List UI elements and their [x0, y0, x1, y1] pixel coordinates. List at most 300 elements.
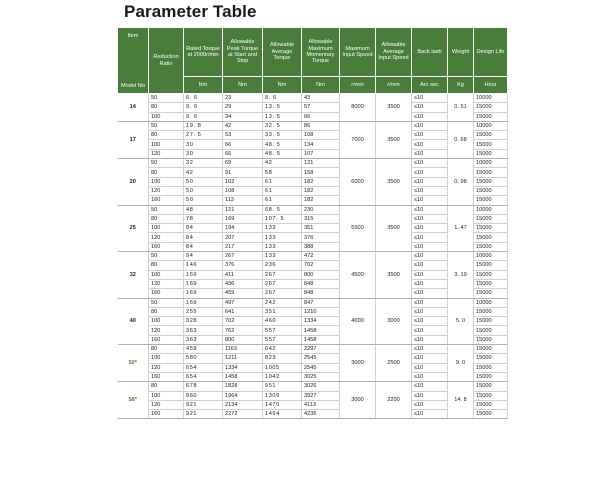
average-torque-cell: 557	[263, 326, 302, 335]
peak-torque-cell: 194	[223, 224, 263, 233]
rated-torque-cell: 50	[184, 177, 223, 186]
ratio-cell: 50	[149, 252, 184, 261]
backlash-cell: ≤10	[412, 112, 448, 121]
backlash-cell: ≤10	[412, 279, 448, 288]
design-life-cell: 15000	[474, 363, 508, 372]
backlash-cell: ≤10	[412, 400, 448, 409]
average-torque-cell: 61	[263, 177, 302, 186]
backlash-cell: ≤10	[412, 298, 448, 307]
design-life-cell: 15000	[474, 149, 508, 158]
backlash-cell: ≤10	[412, 233, 448, 242]
backlash-cell: ≤10	[412, 335, 448, 344]
design-life-cell: 15000	[474, 279, 508, 288]
avg-input-speed-cell: 3500	[376, 205, 412, 251]
average-torque-cell: 1470	[263, 400, 302, 409]
rated-torque-cell: 169	[184, 270, 223, 279]
weight-cell: 5. 0	[448, 298, 474, 344]
momentary-torque-cell: 847	[302, 298, 340, 307]
momentary-torque-cell: 182	[302, 196, 340, 205]
header-average-torque: Allowable Average Torque	[263, 28, 302, 77]
backlash-cell: ≤10	[412, 103, 448, 112]
backlash-cell: ≤10	[412, 410, 448, 419]
momentary-torque-cell: 800	[302, 270, 340, 279]
momentary-torque-cell: 86	[302, 121, 340, 130]
ratio-cell: 120	[149, 149, 184, 158]
average-torque-cell: 13. 5	[263, 112, 302, 121]
peak-torque-cell: 23	[223, 94, 263, 103]
rated-torque-cell: 50	[184, 186, 223, 195]
average-torque-cell: 133	[263, 252, 302, 261]
rated-torque-cell: 78	[184, 214, 223, 223]
header-peak-torque: Allowable Peak Torque at Start and Stop	[223, 28, 263, 77]
header-backlash: Back lash	[412, 28, 448, 77]
peak-torque-cell: 376	[223, 261, 263, 270]
model-cell: 17	[118, 121, 149, 158]
momentary-torque-cell: 108	[302, 131, 340, 140]
ratio-cell: 160	[149, 372, 184, 381]
design-life-cell: 15000	[474, 382, 508, 391]
ratio-cell: 80	[149, 382, 184, 391]
rated-torque-cell: 27. 5	[184, 131, 223, 140]
header-item: Item	[127, 33, 139, 39]
average-torque-cell: 1042	[263, 372, 302, 381]
ratio-cell: 80	[149, 214, 184, 223]
backlash-cell: ≤10	[412, 177, 448, 186]
backlash-cell: ≤10	[412, 261, 448, 270]
momentary-torque-cell: 1458	[302, 335, 340, 344]
momentary-torque-cell: 702	[302, 261, 340, 270]
backlash-cell: ≤10	[412, 186, 448, 195]
peak-torque-cell: 436	[223, 279, 263, 288]
average-torque-cell: 133	[263, 233, 302, 242]
backlash-cell: ≤10	[412, 131, 448, 140]
backlash-cell: ≤10	[412, 214, 448, 223]
rated-torque-cell: 860	[184, 391, 223, 400]
backlash-cell: ≤10	[412, 205, 448, 214]
average-torque-cell: 267	[263, 279, 302, 288]
backlash-cell: ≤10	[412, 382, 448, 391]
design-life-cell: 15000	[474, 400, 508, 409]
ratio-cell: 100	[149, 354, 184, 363]
momentary-torque-cell: 1210	[302, 307, 340, 316]
peak-torque-cell: 1828	[223, 382, 263, 391]
peak-torque-cell: 1211	[223, 354, 263, 363]
peak-torque-cell: 267	[223, 252, 263, 261]
peak-torque-cell: 459	[223, 289, 263, 298]
peak-torque-cell: 1458	[223, 372, 263, 381]
rated-torque-cell: 921	[184, 400, 223, 409]
peak-torque-cell: 108	[223, 186, 263, 195]
ratio-cell: 80	[149, 261, 184, 270]
rated-torque-cell: 580	[184, 354, 223, 363]
rated-torque-cell: 42	[184, 168, 223, 177]
ratio-cell: 160	[149, 289, 184, 298]
avg-input-speed-cell: 3000	[376, 298, 412, 344]
rated-torque-cell: 169	[184, 298, 223, 307]
ratio-cell: 80	[149, 307, 184, 316]
design-life-cell: 10000	[474, 298, 508, 307]
ratio-cell: 120	[149, 279, 184, 288]
backlash-cell: ≤10	[412, 289, 448, 298]
ratio-cell: 160	[149, 410, 184, 419]
ratio-cell: 100	[149, 224, 184, 233]
backlash-cell: ≤10	[412, 345, 448, 354]
average-torque-cell: 236	[263, 261, 302, 270]
average-torque-cell: 42	[263, 159, 302, 168]
momentary-torque-cell: 2545	[302, 354, 340, 363]
peak-torque-cell: 29	[223, 103, 263, 112]
rated-torque-cell: 654	[184, 372, 223, 381]
weight-cell: 0. 51	[448, 94, 474, 122]
max-input-speed-cell: 5500	[340, 205, 376, 251]
design-life-cell: 15000	[474, 410, 508, 419]
ratio-cell: 50	[149, 159, 184, 168]
design-life-cell: 10000	[474, 94, 508, 103]
peak-torque-cell: 42	[223, 121, 263, 130]
momentary-torque-cell: 182	[302, 186, 340, 195]
peak-torque-cell: 2272	[223, 410, 263, 419]
ratio-cell: 160	[149, 242, 184, 251]
weight-cell: 9. 0	[448, 345, 474, 382]
peak-torque-cell: 800	[223, 335, 263, 344]
momentary-torque-cell: 4236	[302, 410, 340, 419]
momentary-torque-cell: 57	[302, 103, 340, 112]
peak-torque-cell: 702	[223, 317, 263, 326]
ratio-cell: 120	[149, 233, 184, 242]
average-torque-cell: 642	[263, 345, 302, 354]
model-cell: 32	[118, 252, 149, 298]
peak-torque-cell: 102	[223, 177, 263, 186]
average-torque-cell: 61	[263, 196, 302, 205]
rated-torque-cell: 328	[184, 317, 223, 326]
momentary-torque-cell: 3025	[302, 372, 340, 381]
average-torque-cell: 1309	[263, 391, 302, 400]
header-momentary-torque: Allowable Maximum Momentary Torque	[302, 28, 340, 77]
header-design-life: Design Life	[474, 28, 508, 77]
design-life-cell: 15000	[474, 196, 508, 205]
design-life-cell: 15000	[474, 140, 508, 149]
peak-torque-cell: 762	[223, 326, 263, 335]
weight-cell: 14. 8	[448, 382, 474, 419]
momentary-torque-cell: 848	[302, 279, 340, 288]
unit-backlash: Arc sec	[412, 77, 448, 94]
rated-torque-cell: 6. 6	[184, 94, 223, 103]
peak-torque-cell: 69	[223, 159, 263, 168]
momentary-torque-cell: 376	[302, 233, 340, 242]
weight-cell: 0. 98	[448, 159, 474, 205]
unit-peak-torque: Nm	[223, 77, 263, 94]
ratio-cell: 50	[149, 121, 184, 130]
header-model-no: Model No	[121, 82, 145, 89]
ratio-cell: 50	[149, 205, 184, 214]
rated-torque-cell: 30	[184, 149, 223, 158]
ratio-cell: 50	[149, 298, 184, 307]
design-life-cell: 15000	[474, 372, 508, 381]
ratio-cell: 50	[149, 94, 184, 103]
peak-torque-cell: 1334	[223, 363, 263, 372]
peak-torque-cell: 411	[223, 270, 263, 279]
backlash-cell: ≤10	[412, 270, 448, 279]
momentary-torque-cell: 351	[302, 224, 340, 233]
peak-torque-cell: 66	[223, 149, 263, 158]
momentary-torque-cell: 230	[302, 205, 340, 214]
design-life-cell: 15000	[474, 261, 508, 270]
rated-torque-cell: 84	[184, 233, 223, 242]
ratio-cell: 100	[149, 391, 184, 400]
peak-torque-cell: 2134	[223, 400, 263, 409]
backlash-cell: ≤10	[412, 242, 448, 251]
momentary-torque-cell: 4113	[302, 400, 340, 409]
ratio-cell: 80	[149, 103, 184, 112]
design-life-cell: 15000	[474, 168, 508, 177]
momentary-torque-cell: 848	[302, 289, 340, 298]
rated-torque-cell: 48	[184, 205, 223, 214]
design-life-cell: 15000	[474, 307, 508, 316]
max-input-speed-cell: 4000	[340, 298, 376, 344]
rated-torque-cell: 19. 8	[184, 121, 223, 130]
average-torque-cell: 460	[263, 317, 302, 326]
peak-torque-cell: 641	[223, 307, 263, 316]
momentary-torque-cell: 66	[302, 112, 340, 121]
average-torque-cell: 32. 5	[263, 121, 302, 130]
backlash-cell: ≤10	[412, 326, 448, 335]
rated-torque-cell: 459	[184, 345, 223, 354]
ratio-cell: 100	[149, 140, 184, 149]
backlash-cell: ≤10	[412, 149, 448, 158]
momentary-torque-cell: 315	[302, 214, 340, 223]
peak-torque-cell: 169	[223, 214, 263, 223]
average-torque-cell: 267	[263, 270, 302, 279]
peak-torque-cell: 91	[223, 168, 263, 177]
unit-avg-input-speed: r/min	[376, 77, 412, 94]
design-life-cell: 15000	[474, 131, 508, 140]
avg-input-speed-cell: 2200	[376, 382, 412, 419]
header-max-input-speed: Maximum Input Speed	[340, 28, 376, 77]
momentary-torque-cell: 121	[302, 159, 340, 168]
average-torque-cell: 133	[263, 224, 302, 233]
table-row	[118, 298, 508, 307]
model-cell: 50*	[118, 345, 149, 382]
rated-torque-cell: 678	[184, 382, 223, 391]
ratio-cell: 100	[149, 177, 184, 186]
ratio-cell: 80	[149, 131, 184, 140]
rated-torque-cell: 94	[184, 252, 223, 261]
average-torque-cell: 823	[263, 354, 302, 363]
design-life-cell: 15000	[474, 233, 508, 242]
backlash-cell: ≤10	[412, 363, 448, 372]
design-life-cell: 15000	[474, 214, 508, 223]
design-life-cell: 10000	[474, 159, 508, 168]
design-life-cell: 15000	[474, 177, 508, 186]
model-cell: 58*	[118, 382, 149, 419]
ratio-cell: 80	[149, 345, 184, 354]
average-torque-cell: 13. 5	[263, 103, 302, 112]
momentary-torque-cell: 158	[302, 168, 340, 177]
rated-torque-cell: 30	[184, 140, 223, 149]
header-reduction-ratio: Reduction Ratio	[149, 28, 184, 94]
avg-input-speed-cell: 3500	[376, 121, 412, 158]
unit-design-life: Hour	[474, 77, 508, 94]
ratio-cell: 120	[149, 363, 184, 372]
rated-torque-cell: 654	[184, 363, 223, 372]
design-life-cell: 10000	[474, 121, 508, 130]
average-torque-cell: 8. 6	[263, 94, 302, 103]
ratio-cell: 120	[149, 400, 184, 409]
backlash-cell: ≤10	[412, 94, 448, 103]
design-life-cell: 15000	[474, 270, 508, 279]
table-row	[118, 121, 508, 130]
table-row	[118, 159, 508, 168]
ratio-cell: 160	[149, 196, 184, 205]
design-life-cell: 15000	[474, 289, 508, 298]
weight-cell: 3. 19	[448, 252, 474, 298]
average-torque-cell: 951	[263, 382, 302, 391]
rated-torque-cell: 84	[184, 242, 223, 251]
header-rated-torque: Rated Torque at 2000r/min	[184, 28, 223, 77]
average-torque-cell: 351	[263, 307, 302, 316]
peak-torque-cell: 1964	[223, 391, 263, 400]
momentary-torque-cell: 472	[302, 252, 340, 261]
backlash-cell: ≤10	[412, 391, 448, 400]
peak-torque-cell: 497	[223, 298, 263, 307]
backlash-cell: ≤10	[412, 121, 448, 130]
average-torque-cell: 68. 5	[263, 205, 302, 214]
avg-input-speed-cell: 3500	[376, 159, 412, 205]
rated-torque-cell: 363	[184, 326, 223, 335]
max-input-speed-cell: 8000	[340, 94, 376, 122]
weight-cell: 1. 47	[448, 205, 474, 251]
design-life-cell: 15000	[474, 335, 508, 344]
ratio-cell: 100	[149, 112, 184, 121]
design-life-cell: 15000	[474, 112, 508, 121]
model-cell: 25	[118, 205, 149, 251]
header-weight: Weight	[448, 28, 474, 77]
unit-max-input-speed: r/min	[340, 77, 376, 94]
momentary-torque-cell: 2297	[302, 345, 340, 354]
avg-input-speed-cell: 3500	[376, 252, 412, 298]
ratio-cell: 100	[149, 317, 184, 326]
table-row	[118, 252, 508, 261]
ratio-cell: 100	[149, 270, 184, 279]
peak-torque-cell: 53	[223, 131, 263, 140]
table-row	[118, 382, 508, 391]
rated-torque-cell: 84	[184, 224, 223, 233]
momentary-torque-cell: 43	[302, 94, 340, 103]
peak-torque-cell: 1163	[223, 345, 263, 354]
unit-rated-torque: Nm	[184, 77, 223, 94]
peak-torque-cell: 121	[223, 205, 263, 214]
peak-torque-cell: 34	[223, 112, 263, 121]
header-item-model	[118, 28, 149, 94]
momentary-torque-cell: 3927	[302, 391, 340, 400]
table-row	[118, 94, 508, 103]
rated-torque-cell: 32	[184, 159, 223, 168]
momentary-torque-cell: 388	[302, 242, 340, 251]
average-torque-cell: 242	[263, 298, 302, 307]
rated-torque-cell: 169	[184, 289, 223, 298]
header-avg-input-speed: Allowable Average Input Speed	[376, 28, 412, 77]
max-input-speed-cell: 6000	[340, 159, 376, 205]
avg-input-speed-cell: 3500	[376, 94, 412, 122]
ratio-cell: 120	[149, 326, 184, 335]
design-life-cell: 15000	[474, 224, 508, 233]
design-life-cell: 15000	[474, 317, 508, 326]
average-torque-cell: 107. 5	[263, 214, 302, 223]
ratio-cell: 120	[149, 186, 184, 195]
average-torque-cell: 1005	[263, 363, 302, 372]
momentary-torque-cell: 134	[302, 140, 340, 149]
momentary-torque-cell: 107	[302, 149, 340, 158]
peak-torque-cell: 66	[223, 140, 263, 149]
peak-torque-cell: 217	[223, 242, 263, 251]
average-torque-cell: 48. 5	[263, 140, 302, 149]
average-torque-cell: 48. 5	[263, 149, 302, 158]
unit-average-torque: Nm	[263, 77, 302, 94]
backlash-cell: ≤10	[412, 159, 448, 168]
backlash-cell: ≤10	[412, 140, 448, 149]
rated-torque-cell: 9. 6	[184, 112, 223, 121]
backlash-cell: ≤10	[412, 372, 448, 381]
backlash-cell: ≤10	[412, 317, 448, 326]
rated-torque-cell: 9. 6	[184, 103, 223, 112]
average-torque-cell: 1494	[263, 410, 302, 419]
max-input-speed-cell: 3000	[340, 345, 376, 382]
average-torque-cell: 33. 5	[263, 131, 302, 140]
peak-torque-cell: 113	[223, 196, 263, 205]
rated-torque-cell: 363	[184, 335, 223, 344]
momentary-torque-cell: 1458	[302, 326, 340, 335]
ratio-cell: 80	[149, 168, 184, 177]
rated-torque-cell: 146	[184, 261, 223, 270]
design-life-cell: 15000	[474, 103, 508, 112]
momentary-torque-cell: 1334	[302, 317, 340, 326]
backlash-cell: ≤10	[412, 252, 448, 261]
parameter-table	[117, 27, 508, 419]
design-life-cell: 15000	[474, 354, 508, 363]
average-torque-cell: 61	[263, 186, 302, 195]
rated-torque-cell: 921	[184, 410, 223, 419]
average-torque-cell: 557	[263, 335, 302, 344]
design-life-cell: 15000	[474, 391, 508, 400]
model-cell: 14	[118, 94, 149, 122]
page-title: Parameter Table	[124, 2, 257, 21]
backlash-cell: ≤10	[412, 224, 448, 233]
unit-weight: Kg	[448, 77, 474, 94]
design-life-cell: 15000	[474, 326, 508, 335]
rated-torque-cell: 169	[184, 279, 223, 288]
backlash-cell: ≤10	[412, 168, 448, 177]
weight-cell: 0. 68	[448, 121, 474, 158]
average-torque-cell: 133	[263, 242, 302, 251]
ratio-cell: 160	[149, 335, 184, 344]
avg-input-speed-cell: 2500	[376, 345, 412, 382]
unit-momentary-torque: Nm	[302, 77, 340, 94]
design-life-cell: 10000	[474, 205, 508, 214]
peak-torque-cell: 207	[223, 233, 263, 242]
table-row	[118, 205, 508, 214]
table-body	[118, 94, 508, 419]
momentary-torque-cell: 2545	[302, 363, 340, 372]
average-torque-cell: 58	[263, 168, 302, 177]
max-input-speed-cell: 7000	[340, 121, 376, 158]
momentary-torque-cell: 3026	[302, 382, 340, 391]
rated-torque-cell: 255	[184, 307, 223, 316]
design-life-cell: 15000	[474, 242, 508, 251]
max-input-speed-cell: 3000	[340, 382, 376, 419]
momentary-torque-cell: 182	[302, 177, 340, 186]
table-header	[118, 28, 508, 94]
backlash-cell: ≤10	[412, 307, 448, 316]
